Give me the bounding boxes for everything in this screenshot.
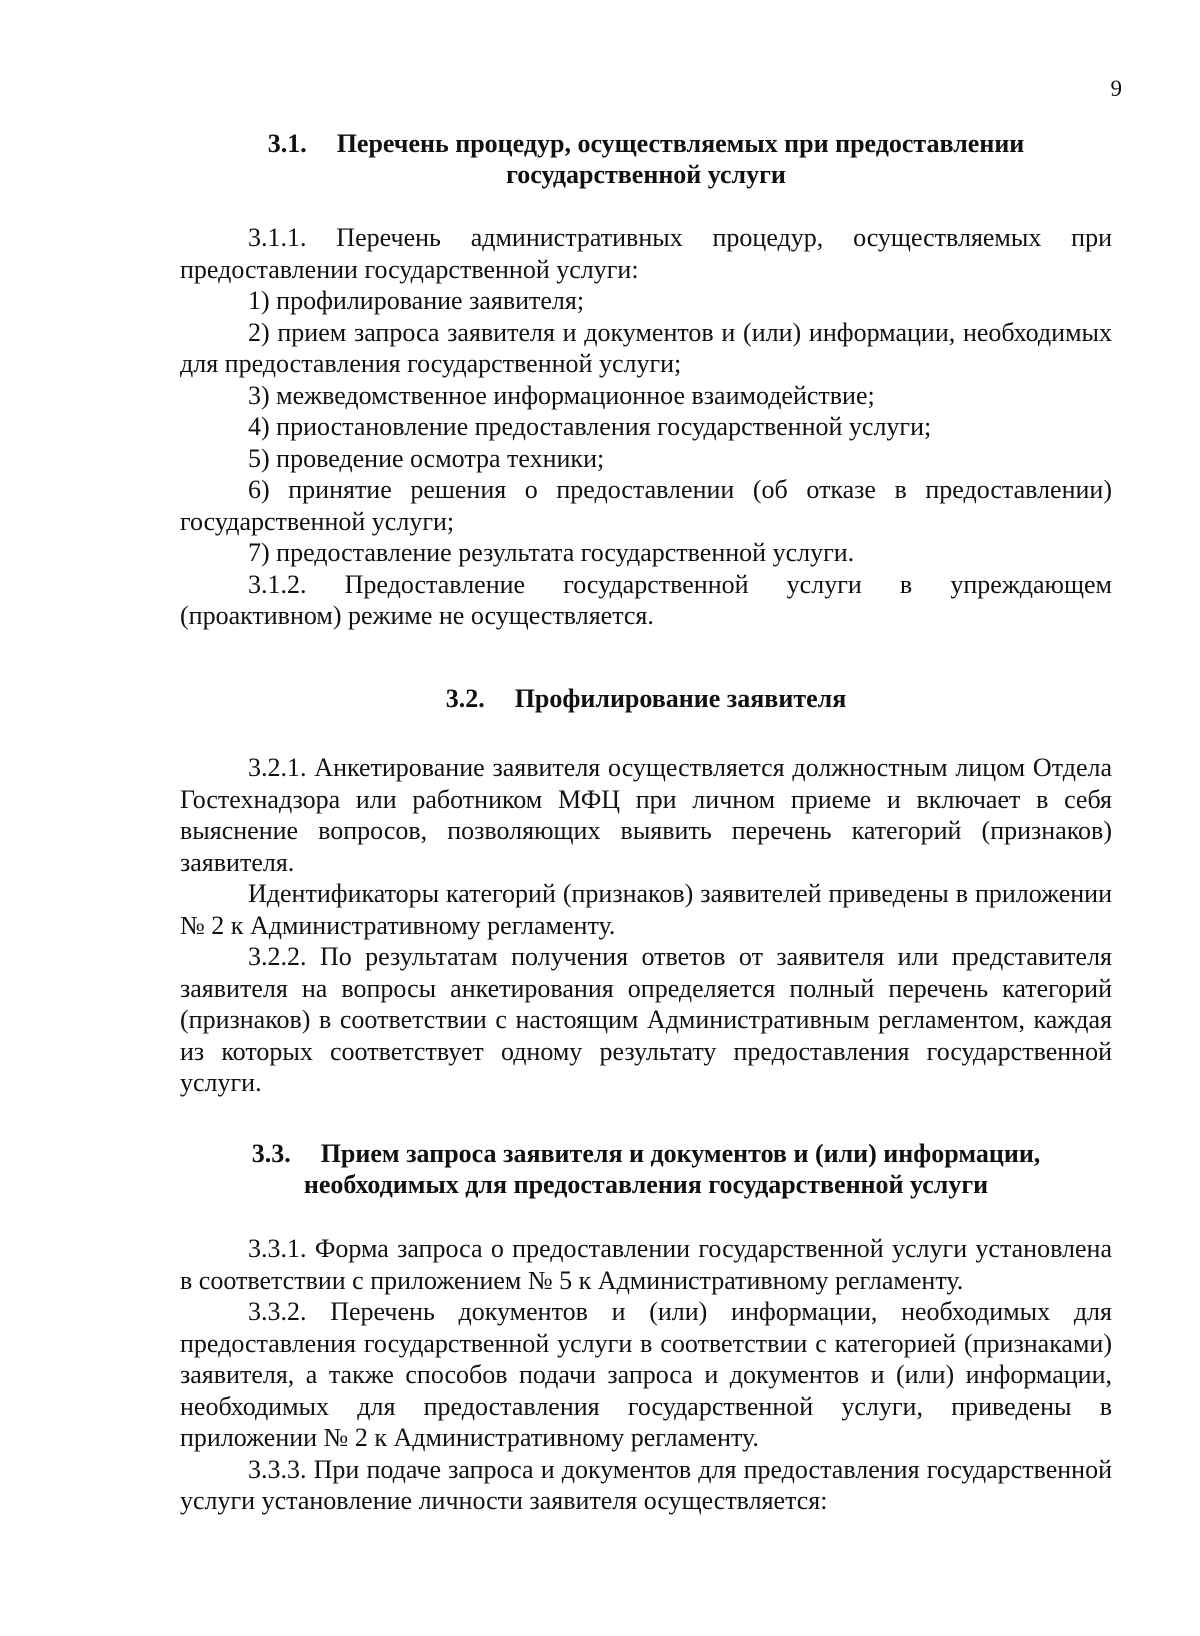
section-3-1-body: [180, 222, 1112, 632]
paragraph-3-2-2: 3.2.2. По результатам получения ответов от заявителя или представителя заявителя на вопросы анкетирования определяется полный перечень категорий (признаков) в соответствии с настоящим Административным регламентом, каждая из которых соответствует одному результату предоставления государственной услуги.: [180, 942, 1112, 1097]
section-3-3-heading: [180, 1138, 1112, 1200]
section-3-1-title-line2: государственной услуги: [506, 160, 786, 189]
section-3-2-title: Профилирование заявителя: [514, 684, 847, 713]
list-item: 5) проведение осмотра техники;: [248, 443, 605, 473]
section-3-2-number: 3.2.: [445, 684, 485, 713]
paragraph-3-3-2: 3.3.2. Перечень документов и (или) информации, необходимых для предоставления государственной услуги в соответствии с категорией (признаками) заявителя, а также способов подачи запроса и документов и (или) информации, необходимых для предоставления государственной услуги, приведены в приложении № 2 к Административному регламенту.: [180, 1297, 1112, 1452]
paragraph-3-2-1: 3.2.1. Анкетирование заявителя осуществляется должностным лицом Отдела Гостехнадзора или работником МФЦ при личном приеме и включает в себя выяснение вопросов, позволяющих выявить перечень категорий (признаков) заявителя.: [180, 753, 1112, 877]
section-3-3-body: [180, 1233, 1112, 1517]
list-item: 6) принятие решения о предоставлении (об отказе в предоставлении) государственной услуги;: [180, 475, 1112, 536]
paragraph-3-3-1: 3.3.1. Форма запроса о предоставлении государственной услуги установлена в соответствии с приложением № 5 к Административному регламенту.: [180, 1234, 1112, 1295]
list-item: 2) прием запроса заявителя и документов и (или) информации, необходимых для предоставления государственной услуги;: [180, 317, 1112, 378]
list-item: 3) межведомственное информационное взаимодействие;: [248, 380, 875, 410]
paragraph-3-1-2: 3.1.2. Предоставление государственной услуги в упреждающем (проактивном) режиме не осуществляется.: [180, 569, 1112, 630]
section-3-1-heading: [180, 128, 1112, 190]
list-item: 7) предоставление результата государственной услуги.: [248, 538, 855, 567]
section-3-2-heading: [180, 683, 1112, 714]
section-3-3-title-line2: необходимых для предоставления государственной услуги: [303, 1170, 989, 1199]
list-item: 1) профилирование заявителя;: [248, 286, 585, 315]
section-3-2-body: [180, 752, 1112, 1099]
section-3-3-title-line1: Прием запроса заявителя и документов и (или) информации,: [320, 1139, 1041, 1168]
page-number: 9: [1110, 76, 1122, 101]
paragraph-identifiers: Идентификаторы категорий (признаков) заявителей приведены в приложении № 2 к Административному регламенту.: [180, 879, 1112, 940]
section-3-3-number: 3.3.: [251, 1139, 291, 1168]
paragraph-3-3-3: 3.3.3. При подаче запроса и документов для предоставления государственной услуги установление личности заявителя осуществляется:: [180, 1454, 1112, 1515]
section-3-1-number: 3.1.: [267, 129, 307, 158]
paragraph-3-1-1: 3.1.1. Перечень административных процедур, осуществляемых при предоставлении государственной услуги:: [180, 223, 1112, 284]
section-3-1-title-line1: Перечень процедур, осуществляемых при предоставлении: [336, 129, 1025, 158]
list-item: 4) приостановление предоставления государственной услуги;: [248, 412, 932, 441]
